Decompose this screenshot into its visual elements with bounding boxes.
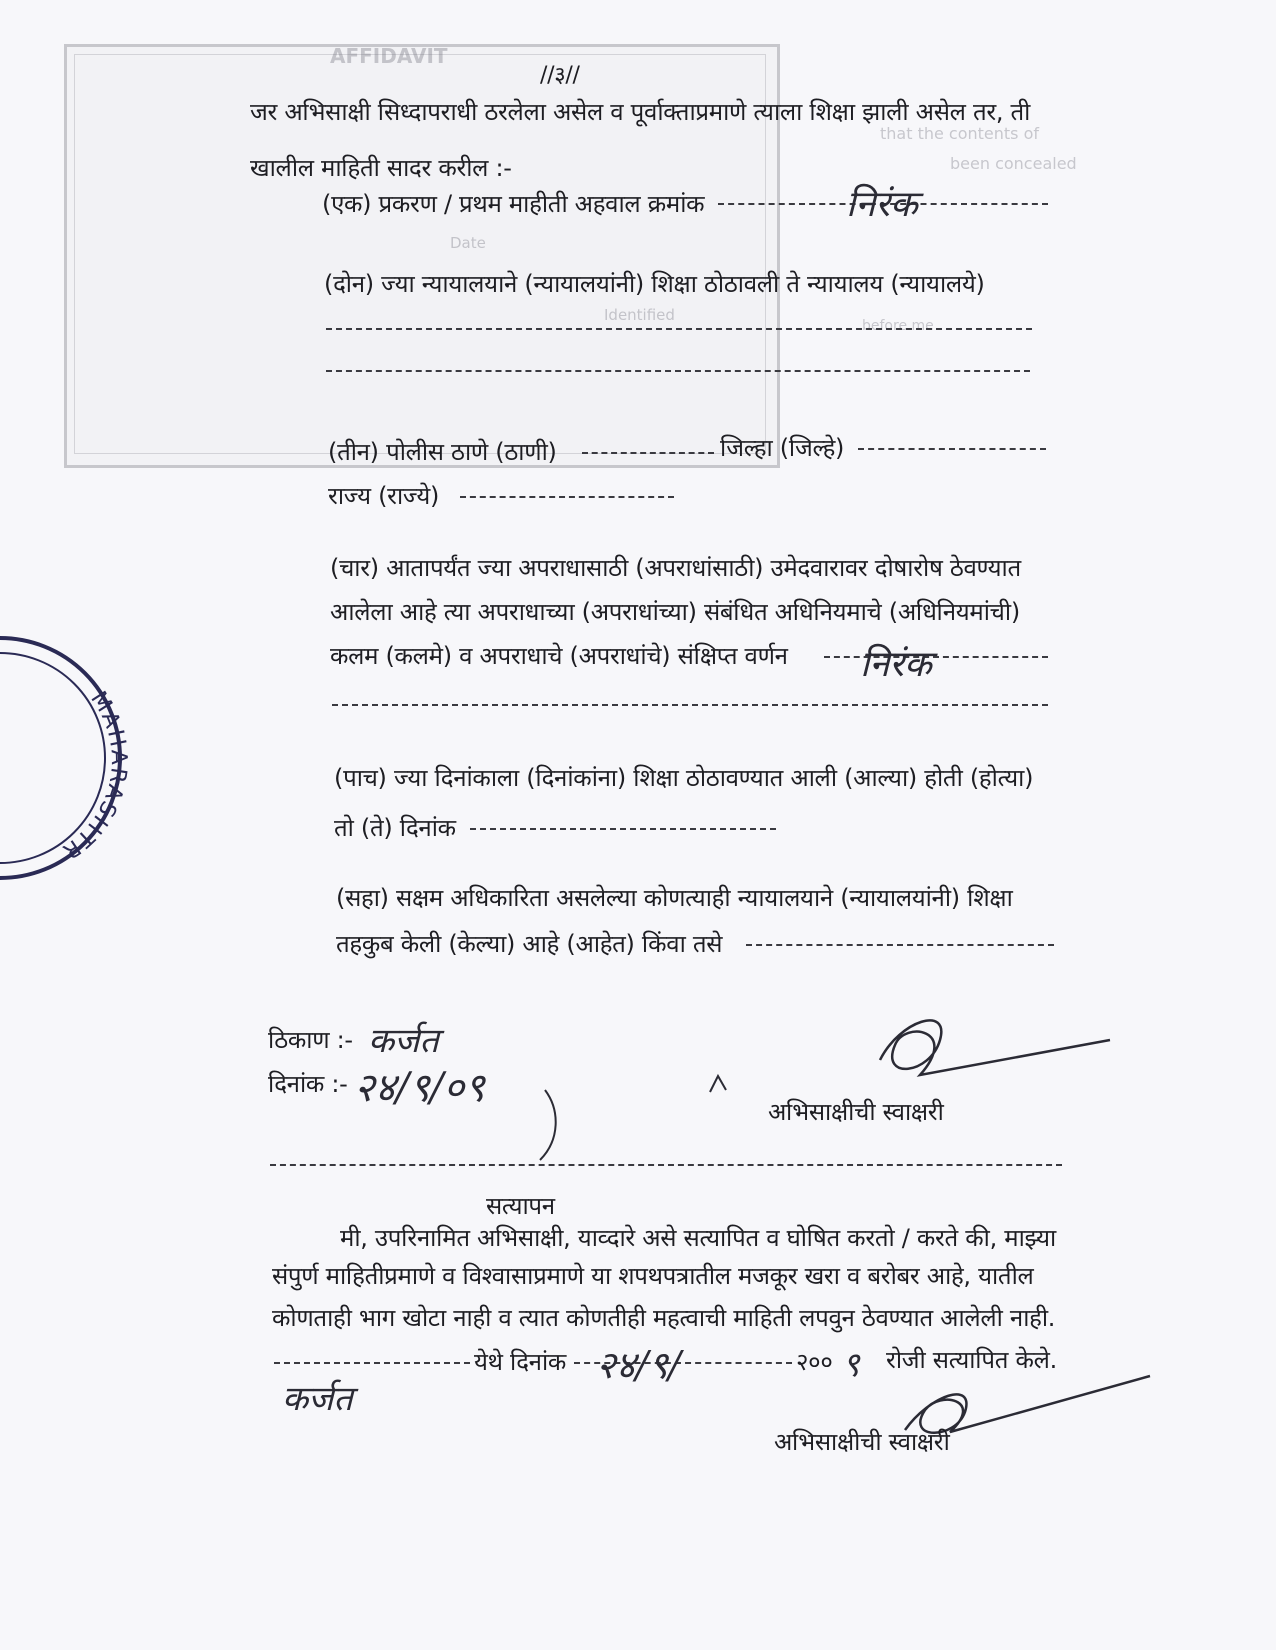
handwritten-place: कर्जत (368, 1021, 439, 1061)
item-five-line-2: तो (ते) दिनांक (334, 814, 456, 842)
verification-line-2: संपुर्ण माहितीप्रमाणे व विश्वासाप्रमाणे या शपथपत्रातील मजकूर खरा व बरोबर आहे, यातील (272, 1262, 1034, 1290)
page-number: //३// (540, 63, 580, 88)
seal-text: MAHARASHTR (57, 687, 131, 864)
verification-line-3: कोणताही भाग खोटा नाही व त्यात कोणतीही महत्वाची माहिती लपवुन ठेवण्यात आलेली नाही. (272, 1304, 1056, 1332)
stamp-header: AFFIDAVIT (330, 44, 448, 68)
item-four-line-2: आलेला आहे त्या अपराधाच्या (अपराधांच्या) संबंधित अधिनियमाचे (अधिनियमांची) (330, 598, 1020, 626)
place-label: ठिकाण :- (268, 1026, 353, 1054)
verification-signature-label: अभिसाक्षीची स्वाक्षरी (774, 1428, 950, 1456)
item-four-line-3: कलम (कलमे) व अपराधाचे (अपराधांचे) संक्षिप्त वर्णन (330, 642, 788, 670)
item-six-line-2: तहकुब केली (केल्या) आहे (आहेत) किंवा तसे (336, 930, 723, 958)
date-label: दिनांक :- (268, 1070, 348, 1098)
stamp-before: before me (862, 318, 934, 334)
stamp-text-line2: been concealed (950, 154, 1077, 173)
verification-line-1: मी, उपरिनामित अभिसाक्षी, याव्दारे असे सत्यापित व घोषित करतो / करते की, माझ्या (340, 1224, 1056, 1252)
item-five-line-1: (पाच) ज्या दिनांकाला (दिनांकांना) शिक्षा ठोठावण्यात आली (आल्या) होती (होत्या) (334, 764, 1034, 792)
stamp-date-label: Date (450, 234, 486, 252)
item-six-line-1: (सहा) सक्षम अधिकारिता असलेल्या कोणत्याही न्यायालयाने (न्यायालयांनी) शिक्षा (336, 884, 1013, 912)
verification-year-prefix: २०० (796, 1348, 833, 1376)
handwritten-verify-year: ९ (842, 1345, 860, 1385)
stamp-identified: Identified (604, 306, 675, 324)
item-one-label: (एक) प्रकरण / प्रथम माहीती अहवाल क्रमांक (322, 190, 705, 218)
handwritten-verify-place: कर्जत (282, 1379, 353, 1419)
item-three-label: (तीन) पोलीस ठाणे (ठाणी) (328, 438, 557, 466)
handwritten-nil-1: निरंक (846, 184, 918, 225)
verification-date-phrase: येथे दिनांक (474, 1348, 567, 1376)
handwritten-date: २४/९/०९ (354, 1065, 485, 1111)
item-three-state-label: राज्य (राज्ये) (328, 482, 440, 510)
handwritten-nil-2: निरंक (860, 644, 932, 685)
intro-line-1: जर अभिसाक्षी सिध्दापराधी ठरलेला असेल व पूर्वाक्ताप्रमाणे त्याला शिक्षा झाली असेल तर, ती (250, 98, 1031, 126)
deponent-signature-label: अभिसाक्षीची स्वाक्षरी (768, 1098, 944, 1126)
handwritten-verify-date: २४/९/ (596, 1343, 681, 1387)
item-four-line-1: (चार) आतापर्यंत ज्या अपराधासाठी (अपराधांसाठी) उमेदवारावर दोषारोष ठेवण्यात (330, 554, 1021, 582)
verification-heading: सत्यापन (486, 1192, 555, 1220)
item-three-district-label: जिल्हा (जिल्हे) (720, 434, 845, 462)
item-two-label: (दोन) ज्या न्यायालयाने (न्यायालयांनी) शिक्षा ठोठावली ते न्यायालय (न्यायालये) (324, 270, 985, 298)
verification-closing: रोजी सत्यापित केले. (886, 1346, 1057, 1374)
stamp-text-line: that the contents of (880, 124, 1040, 143)
intro-line-2: खालील माहिती सादर करील :- (250, 154, 512, 182)
